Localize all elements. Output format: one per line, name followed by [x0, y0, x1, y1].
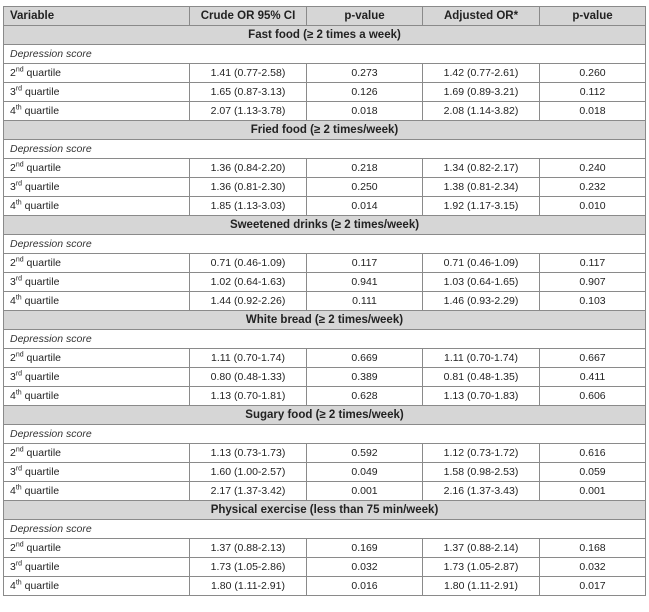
- adjusted-or-cell: 1.46 (0.93-2.29): [423, 292, 540, 311]
- section-title: Sugary food (≥ 2 times/week): [4, 406, 646, 425]
- section-title: Fried food (≥ 2 times/week): [4, 121, 646, 140]
- table-row: [4, 349, 646, 368]
- adjusted-or-cell: 1.34 (0.82-2.17): [423, 159, 540, 178]
- adjusted-or-cell: 2.16 (1.37-3.43): [423, 482, 540, 501]
- quartile-number: 2: [10, 542, 16, 554]
- quartile-label: [4, 577, 190, 596]
- crude-p-value-cell: 0.669: [307, 349, 423, 368]
- crude-p-value-cell: 0.016: [307, 577, 423, 596]
- quartile-word: quartile: [23, 352, 61, 364]
- adjusted-p-value-cell: 0.232: [540, 178, 646, 197]
- crude-or-cell: 2.17 (1.37-3.42): [190, 482, 307, 501]
- table-row: [4, 444, 646, 463]
- quartile-label: [4, 64, 190, 83]
- adjusted-or-cell: 1.11 (0.70-1.74): [423, 349, 540, 368]
- subheader-row: [4, 45, 646, 64]
- table-row: [4, 368, 646, 387]
- crude-or-cell: 1.13 (0.73-1.73): [190, 444, 307, 463]
- quartile-word: quartile: [21, 485, 60, 497]
- section-title: Fast food (≥ 2 times a week): [4, 26, 646, 45]
- quartile-word: quartile: [21, 295, 60, 307]
- quartile-word: quartile: [23, 67, 61, 79]
- quartile-ordinal-suffix: rd: [15, 370, 23, 378]
- quartile-number: 2: [10, 67, 16, 79]
- crude-or-cell: 1.65 (0.87-3.13): [190, 83, 307, 102]
- adjusted-p-value-cell: 0.112: [540, 83, 646, 102]
- crude-p-value-cell: 0.117: [307, 254, 423, 273]
- quartile-label: [4, 197, 190, 216]
- quartile-label: [4, 368, 190, 387]
- adjusted-p-value-cell: 0.010: [540, 197, 646, 216]
- quartile-label: [4, 178, 190, 197]
- quartile-number: 2: [10, 162, 16, 174]
- quartile-ordinal-suffix: rd: [15, 85, 23, 93]
- subheader-label: Depression score: [4, 235, 646, 254]
- table-row: [4, 102, 646, 121]
- crude-or-cell: 1.44 (0.92-2.26): [190, 292, 307, 311]
- section-header-row: [4, 216, 646, 235]
- quartile-number: 4: [10, 485, 16, 497]
- adjusted-or-cell: 1.42 (0.77-2.61): [423, 64, 540, 83]
- quartile-number: 4: [10, 295, 16, 307]
- quartile-number: 2: [10, 352, 16, 364]
- crude-or-cell: 0.71 (0.46-1.09): [190, 254, 307, 273]
- quartile-ordinal-suffix: nd: [15, 351, 24, 359]
- table-row: [4, 273, 646, 292]
- quartile-number: 3: [10, 276, 16, 288]
- quartile-ordinal-suffix: th: [15, 199, 22, 207]
- crude-or-cell: 1.73 (1.05-2.86): [190, 558, 307, 577]
- quartile-word: quartile: [22, 371, 60, 383]
- quartile-number: 3: [10, 181, 16, 193]
- section-title: White bread (≥ 2 times/week): [4, 311, 646, 330]
- quartile-ordinal-suffix: rd: [15, 560, 23, 568]
- crude-or-cell: 1.36 (0.81-2.30): [190, 178, 307, 197]
- crude-or-cell: 1.37 (0.88-2.13): [190, 539, 307, 558]
- table-row: [4, 577, 646, 596]
- table-row: [4, 292, 646, 311]
- quartile-label: [4, 463, 190, 482]
- crude-p-value-cell: 0.126: [307, 83, 423, 102]
- quartile-ordinal-suffix: nd: [15, 161, 24, 169]
- quartile-ordinal-suffix: nd: [15, 446, 24, 454]
- quartile-label: [4, 539, 190, 558]
- table-row: [4, 558, 646, 577]
- table-row: [4, 539, 646, 558]
- subheader-label: Depression score: [4, 330, 646, 349]
- adjusted-or-cell: 1.03 (0.64-1.65): [423, 273, 540, 292]
- crude-p-value-cell: 0.628: [307, 387, 423, 406]
- crude-or-cell: 1.02 (0.64-1.63): [190, 273, 307, 292]
- crude-or-cell: 1.11 (0.70-1.74): [190, 349, 307, 368]
- quartile-label: [4, 273, 190, 292]
- quartile-label: [4, 83, 190, 102]
- adjusted-or-cell: 0.81 (0.48-1.35): [423, 368, 540, 387]
- quartile-ordinal-suffix: th: [15, 484, 22, 492]
- adjusted-p-value-cell: 0.017: [540, 577, 646, 596]
- subheader-label: Depression score: [4, 425, 646, 444]
- quartile-number: 2: [10, 257, 16, 269]
- crude-p-value-cell: 0.389: [307, 368, 423, 387]
- adjusted-or-cell: 1.58 (0.98-2.53): [423, 463, 540, 482]
- crude-p-value-cell: 0.169: [307, 539, 423, 558]
- subheader-row: [4, 330, 646, 349]
- quartile-number: 2: [10, 447, 16, 459]
- quartile-word: quartile: [23, 257, 61, 269]
- section-title: Sweetened drinks (≥ 2 times/week): [4, 216, 646, 235]
- adjusted-or-cell: 1.13 (0.70-1.83): [423, 387, 540, 406]
- crude-p-value-cell: 0.018: [307, 102, 423, 121]
- crude-p-value-cell: 0.001: [307, 482, 423, 501]
- table-body: [4, 26, 646, 596]
- quartile-label: [4, 444, 190, 463]
- quartile-label: [4, 102, 190, 121]
- quartile-number: 4: [10, 200, 16, 212]
- header-variable: Variable: [4, 7, 190, 26]
- quartile-number: 3: [10, 86, 16, 98]
- quartile-ordinal-suffix: rd: [15, 465, 23, 473]
- quartile-ordinal-suffix: rd: [15, 275, 23, 283]
- adjusted-p-value-cell: 0.411: [540, 368, 646, 387]
- quartile-word: quartile: [22, 466, 60, 478]
- quartile-word: quartile: [21, 105, 60, 117]
- crude-or-cell: 1.41 (0.77-2.58): [190, 64, 307, 83]
- quartile-label: [4, 482, 190, 501]
- quartile-ordinal-suffix: th: [15, 104, 22, 112]
- quartile-word: quartile: [22, 86, 60, 98]
- quartile-word: quartile: [23, 542, 61, 554]
- quartile-word: quartile: [22, 561, 60, 573]
- crude-p-value-cell: 0.273: [307, 64, 423, 83]
- adjusted-p-value-cell: 0.240: [540, 159, 646, 178]
- adjusted-or-cell: 1.73 (1.05-2.87): [423, 558, 540, 577]
- adjusted-or-cell: 1.92 (1.17-3.15): [423, 197, 540, 216]
- crude-p-value-cell: 0.250: [307, 178, 423, 197]
- adjusted-p-value-cell: 0.667: [540, 349, 646, 368]
- quartile-label: [4, 254, 190, 273]
- section-title: Physical exercise (less than 75 min/week): [4, 501, 646, 520]
- adjusted-or-cell: 1.37 (0.88-2.14): [423, 539, 540, 558]
- table-row: [4, 254, 646, 273]
- subheader-row: [4, 140, 646, 159]
- adjusted-or-cell: 1.12 (0.73-1.72): [423, 444, 540, 463]
- adjusted-or-cell: 0.71 (0.46-1.09): [423, 254, 540, 273]
- quartile-word: quartile: [22, 181, 60, 193]
- quartile-ordinal-suffix: th: [15, 579, 22, 587]
- quartile-word: quartile: [21, 200, 60, 212]
- table-row: [4, 463, 646, 482]
- quartile-word: quartile: [21, 390, 60, 402]
- quartile-label: [4, 159, 190, 178]
- crude-or-cell: 1.13 (0.70-1.81): [190, 387, 307, 406]
- table-row: [4, 159, 646, 178]
- crude-or-cell: 1.36 (0.84-2.20): [190, 159, 307, 178]
- adjusted-p-value-cell: 0.018: [540, 102, 646, 121]
- quartile-number: 3: [10, 466, 16, 478]
- crude-or-cell: 2.07 (1.13-3.78): [190, 102, 307, 121]
- crude-p-value-cell: 0.941: [307, 273, 423, 292]
- adjusted-or-cell: 2.08 (1.14-3.82): [423, 102, 540, 121]
- adjusted-or-cell: 1.38 (0.81-2.34): [423, 178, 540, 197]
- crude-p-value-cell: 0.111: [307, 292, 423, 311]
- quartile-word: quartile: [21, 580, 60, 592]
- table-row: [4, 197, 646, 216]
- quartile-ordinal-suffix: th: [15, 294, 22, 302]
- quartile-label: [4, 558, 190, 577]
- quartile-ordinal-suffix: nd: [15, 66, 24, 74]
- subheader-label: Depression score: [4, 140, 646, 159]
- section-header-row: [4, 501, 646, 520]
- quartile-number: 4: [10, 580, 16, 592]
- section-header-row: [4, 121, 646, 140]
- quartile-ordinal-suffix: th: [15, 389, 22, 397]
- adjusted-p-value-cell: 0.059: [540, 463, 646, 482]
- quartile-label: [4, 387, 190, 406]
- crude-p-value-cell: 0.049: [307, 463, 423, 482]
- adjusted-or-cell: 1.80 (1.11-2.91): [423, 577, 540, 596]
- header-crude-or: Crude OR 95% CI: [190, 7, 307, 26]
- crude-p-value-cell: 0.218: [307, 159, 423, 178]
- quartile-number: 4: [10, 105, 16, 117]
- crude-p-value-cell: 0.592: [307, 444, 423, 463]
- crude-or-cell: 1.80 (1.11-2.91): [190, 577, 307, 596]
- crude-or-cell: 0.80 (0.48-1.33): [190, 368, 307, 387]
- table-row: [4, 482, 646, 501]
- quartile-ordinal-suffix: rd: [15, 180, 23, 188]
- adjusted-p-value-cell: 0.117: [540, 254, 646, 273]
- table-header: [4, 7, 646, 26]
- adjusted-p-value-cell: 0.001: [540, 482, 646, 501]
- quartile-number: 3: [10, 371, 16, 383]
- quartile-ordinal-suffix: nd: [15, 541, 24, 549]
- table-row: [4, 178, 646, 197]
- quartile-ordinal-suffix: nd: [15, 256, 24, 264]
- adjusted-p-value-cell: 0.907: [540, 273, 646, 292]
- header-p-value-adjusted: p-value: [540, 7, 646, 26]
- subheader-row: [4, 520, 646, 539]
- section-header-row: [4, 26, 646, 45]
- subheader-row: [4, 425, 646, 444]
- crude-p-value-cell: 0.032: [307, 558, 423, 577]
- adjusted-or-cell: 1.69 (0.89-3.21): [423, 83, 540, 102]
- quartile-label: [4, 292, 190, 311]
- crude-p-value-cell: 0.014: [307, 197, 423, 216]
- quartile-number: 4: [10, 390, 16, 402]
- odds-ratio-table: [3, 6, 646, 596]
- header-row: [4, 7, 646, 26]
- header-adjusted-or: Adjusted OR*: [423, 7, 540, 26]
- table-row: [4, 64, 646, 83]
- adjusted-p-value-cell: 0.168: [540, 539, 646, 558]
- quartile-word: quartile: [23, 162, 61, 174]
- section-header-row: [4, 406, 646, 425]
- subheader-row: [4, 235, 646, 254]
- quartile-word: quartile: [23, 447, 61, 459]
- header-p-value-crude: p-value: [307, 7, 423, 26]
- quartile-number: 3: [10, 561, 16, 573]
- quartile-label: [4, 349, 190, 368]
- adjusted-p-value-cell: 0.260: [540, 64, 646, 83]
- crude-or-cell: 1.85 (1.13-3.03): [190, 197, 307, 216]
- subheader-label: Depression score: [4, 45, 646, 64]
- adjusted-p-value-cell: 0.032: [540, 558, 646, 577]
- crude-or-cell: 1.60 (1.00-2.57): [190, 463, 307, 482]
- section-header-row: [4, 311, 646, 330]
- adjusted-p-value-cell: 0.616: [540, 444, 646, 463]
- subheader-label: Depression score: [4, 520, 646, 539]
- adjusted-p-value-cell: 0.606: [540, 387, 646, 406]
- adjusted-p-value-cell: 0.103: [540, 292, 646, 311]
- quartile-word: quartile: [22, 276, 60, 288]
- table-row: [4, 83, 646, 102]
- table-row: [4, 387, 646, 406]
